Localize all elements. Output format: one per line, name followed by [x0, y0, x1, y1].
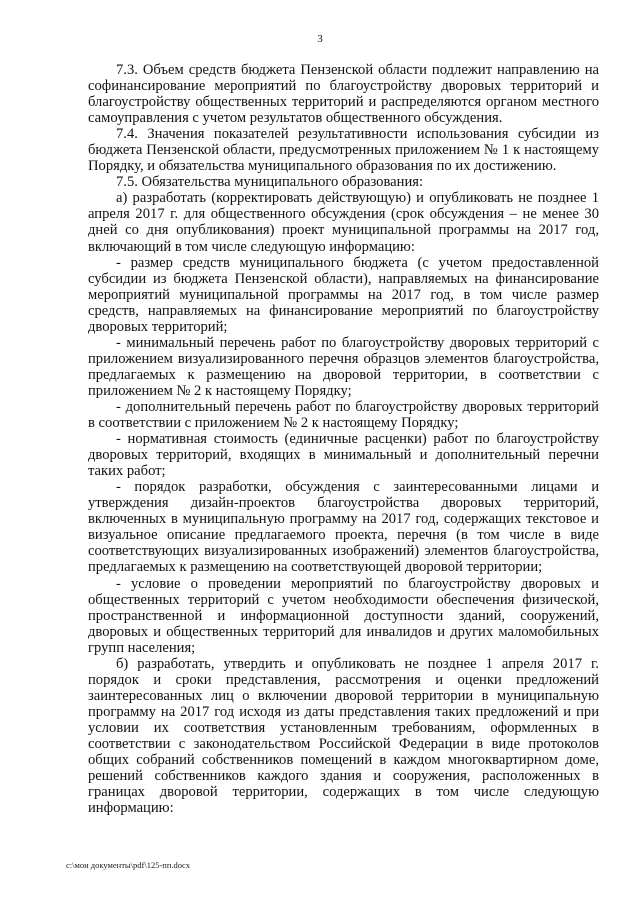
- paragraph-7-5: 7.5. Обязательства муниципального образования:: [116, 174, 424, 191]
- list-item-budget-size: - размер средств муниципального бюджета (с учетом предоставленной субсидии из бюджета Пензенской области), направляемых на финансирование мероприятий муниципальной программы на 2017 год, в том числе размер средств, направляемых на финансирование мероприятий по благоустройству дворовых территорий;: [88, 254, 599, 335]
- paragraph-7-5-b: б) разработать, утвердить и опубликовать не позднее 1 апреля 2017 г. порядок и сроки представления, рассмотрения и оценки предложений заинтересованных лиц о включении дворовой территории в муниципальную программу на 2017 год исходя из даты представления таких предложений и при условии их соответствия установленным требованиям, оформленных в соответствии с законодательством Российской Федерации в виде протоколов общих собраний собственников помещений в каждом многоквартирном доме, решений собственников каждого здания и сооружения, расположенных в границах дворовой территории, содержащих в том числе следующую информацию:: [88, 655, 599, 817]
- footer-file-path: c:\мои документы\pdf\125-пп.docx: [66, 860, 191, 870]
- document-body: [88, 62, 599, 816]
- list-item-minimal-works: - минимальный перечень работ по благоустройству дворовых территорий с приложением визуализированного перечня образцов элементов благоустройства, предлагаемых к размещению на дворовой территории, в соответствии с приложением № 2 к настоящему Порядку;: [88, 334, 599, 399]
- page-number: 3: [317, 33, 323, 45]
- list-item-additional-works: - дополнительный перечень работ по благоустройству дворовых территорий в соответствии с приложением № 2 к настоящему Порядку;: [88, 398, 599, 432]
- paragraph-7-3: 7.3. Объем средств бюджета Пензенской области подлежит направлению на софинансирование мероприятий по благоустройству дворовых территорий и благоустройству общественных территорий и распределяются органом местного самоуправления с учетом результатов общественного обсуждения.: [88, 62, 599, 127]
- paragraph-7-4: 7.4. Значения показателей результативности использования субсидии из бюджета Пензенской области, предусмотренных приложением № 1 к настоящему Порядку, и обязательства муниципального образования по их достижению.: [88, 126, 599, 175]
- list-item-accessibility: - условие о проведении мероприятий по благоустройству дворовых и общественных территорий с учетом необходимости обеспечения физической, пространственной и информационной доступности зданий, сооружений, дворовых и общественных территорий для инвалидов и других маломобильных групп населения;: [88, 575, 599, 656]
- paragraph-7-5-a: а) разработать (корректировать действующую) и опубликовать не позднее 1 апреля 2017 г. для общественного обсуждения (срок обсуждения – не менее 30 дней со дня опубликования) проект муниципальной программы на 2017 год, включающий в том числе следующую информацию:: [88, 190, 599, 255]
- list-item-normative-cost: - нормативная стоимость (единичные расценки) работ по благоустройству дворовых территорий, входящих в минимальный и дополнительный перечни таких работ;: [88, 431, 599, 480]
- list-item-design-projects: - порядок разработки, обсуждения с заинтересованными лицами и утверждения дизайн-проектов благоустройства дворовых территорий, включенных в муниципальную программу на 2017 год, содержащих текстовое и визуальное описание предлагаемого проекта, перечня (в том числе в виде соответствующих визуализированных изображений) элементов благоустройства, предлагаемых к размещению на соответствующей дворовой территории;: [88, 479, 599, 576]
